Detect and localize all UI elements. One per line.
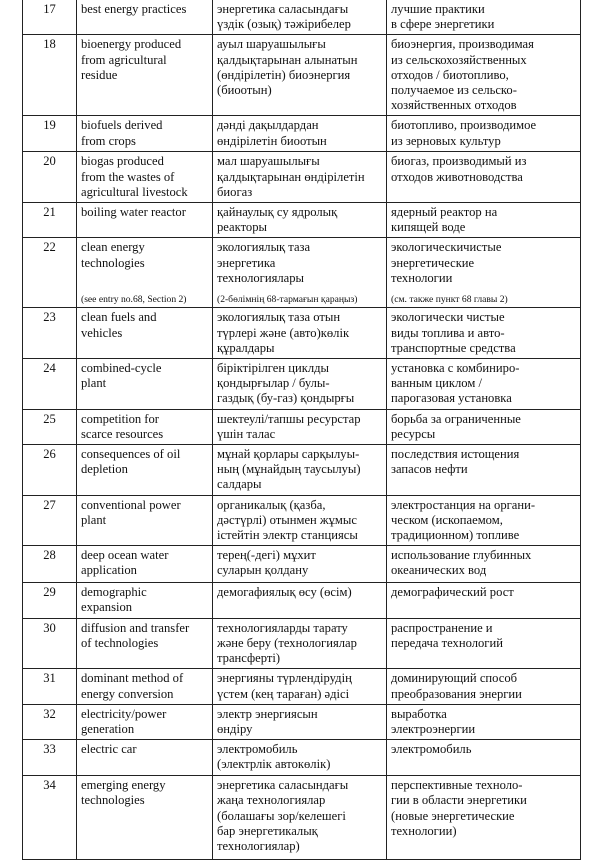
kk-line: өндіру xyxy=(217,721,253,736)
kk-line: технологиялары xyxy=(217,270,305,285)
kk-line: газдық (бу-газ) қондырғы xyxy=(217,391,355,406)
kazakh-term xyxy=(213,704,387,739)
kk-line: құралдары xyxy=(217,340,275,355)
russian-term xyxy=(387,669,581,704)
glossary-table xyxy=(22,0,581,860)
table-row xyxy=(23,359,581,410)
ru-line: энергетические xyxy=(391,255,475,270)
ru-line: ядерный реактор на xyxy=(391,205,498,220)
table-row xyxy=(23,152,581,203)
ru-line: получаемое из сельско- xyxy=(391,83,517,98)
ru-line: использование глубинных xyxy=(391,548,532,563)
ru-line: в сфере энергетики xyxy=(391,17,495,32)
en-line: residue xyxy=(81,67,118,82)
ru-line: хозяйственных отходов xyxy=(391,98,517,113)
kazakh-term xyxy=(213,546,387,583)
kazakh-term xyxy=(213,776,387,860)
en-line: bioenergy produced xyxy=(81,37,182,52)
table-row xyxy=(23,238,581,308)
en-line: demographic xyxy=(81,585,147,600)
en-line: diffusion and transfer xyxy=(81,620,190,635)
russian-term xyxy=(387,740,581,776)
en-line: from crops xyxy=(81,133,136,148)
kk-line: дәстүрлі) отынмен жұмыс xyxy=(217,512,357,527)
entry-number: 23 xyxy=(23,308,77,359)
en-line: biofuels derived xyxy=(81,118,163,133)
russian-term xyxy=(387,35,581,116)
english-term xyxy=(77,740,213,776)
ru-line: технологии xyxy=(391,270,453,285)
russian-term xyxy=(387,704,581,739)
kazakh-term xyxy=(213,583,387,618)
entry-number: 30 xyxy=(23,618,77,669)
ru-line: традиционном) топливе xyxy=(391,528,520,543)
english-term xyxy=(77,152,213,203)
kazakh-term xyxy=(213,409,387,444)
ru-line: океанических вод xyxy=(391,563,487,578)
russian-term xyxy=(387,116,581,152)
kk-line: (өндірілетін) биоэнергия xyxy=(217,67,351,82)
en-line: expansion xyxy=(81,600,133,615)
table-row xyxy=(23,776,581,860)
en-line: application xyxy=(81,563,137,578)
table-row xyxy=(23,583,581,618)
russian-term xyxy=(387,238,581,308)
kazakh-term xyxy=(213,152,387,203)
kk-line: қалдықтарынан өндірілетін xyxy=(217,169,365,184)
english-term xyxy=(77,704,213,739)
ru-line: запасов нефти xyxy=(391,462,468,477)
kazakh-term xyxy=(213,359,387,410)
ru-line: экологически чистые xyxy=(391,310,505,325)
kazakh-term xyxy=(213,203,387,238)
english-term xyxy=(77,35,213,116)
ru-line: перспективные техноло- xyxy=(391,778,523,793)
entry-number: 32 xyxy=(23,704,77,739)
ru-line: из зерновых культур xyxy=(391,133,501,148)
entry-number: 21 xyxy=(23,203,77,238)
ru-line: распространение и xyxy=(391,620,493,635)
kazakh-term xyxy=(213,116,387,152)
en-line: electric car xyxy=(81,742,137,757)
kazakh-term xyxy=(213,740,387,776)
russian-term xyxy=(387,546,581,583)
en-line: of technologies xyxy=(81,635,159,650)
english-term xyxy=(77,116,213,152)
kazakh-term xyxy=(213,35,387,116)
ru-line: электромобиль xyxy=(391,742,472,757)
kazakh-term xyxy=(213,618,387,669)
entry-number: 34 xyxy=(23,776,77,860)
kk-line: (биоотын) xyxy=(217,83,272,98)
en-line: depletion xyxy=(81,462,128,477)
en-line: boiling water reactor xyxy=(81,205,186,220)
en-line: generation xyxy=(81,721,135,736)
en-line: agricultural livestock xyxy=(81,184,188,199)
kk-line: үстем (кең тараған) әдісі xyxy=(217,686,350,701)
kk-line: (болашағы зор/келешегі xyxy=(217,808,346,823)
en-line: combined-cycle xyxy=(81,361,162,376)
en-line: from agricultural xyxy=(81,52,167,67)
russian-term xyxy=(387,0,581,35)
ru-line: биоэнергия, производимая xyxy=(391,37,534,52)
kk-line: ауыл шаруашылығы xyxy=(217,37,326,52)
english-term xyxy=(77,308,213,359)
glossary-table-body xyxy=(23,0,581,860)
ru-line: биотопливо, производимое xyxy=(391,118,537,133)
table-row xyxy=(23,704,581,739)
kazakh-term xyxy=(213,445,387,496)
ru-line: отходов / биотопливо, xyxy=(391,67,509,82)
english-term xyxy=(77,0,213,35)
en-line: technologies xyxy=(81,255,145,270)
ru-line: гии в области энергетики xyxy=(391,793,527,808)
kk-line: қайнаулық су ядролық xyxy=(217,205,338,220)
russian-term xyxy=(387,495,581,546)
ru-line: борьба за ограниченные xyxy=(391,411,521,426)
kazakh-term xyxy=(213,495,387,546)
kazakh-term xyxy=(213,669,387,704)
entry-number: 24 xyxy=(23,359,77,410)
entry-number: 29 xyxy=(23,583,77,618)
kk-line: қалдықтарынан алынатын xyxy=(217,52,358,67)
ru-line: отходов животноводства xyxy=(391,169,523,184)
kk-line: трансферті) xyxy=(217,651,281,666)
en-line: clean energy xyxy=(81,240,145,255)
en-line: conventional power xyxy=(81,497,181,512)
ru-line: виды топлива и авто- xyxy=(391,325,505,340)
table-row xyxy=(23,116,581,152)
ru-line: из сельскохозяйственных xyxy=(391,52,527,67)
en-line: deep ocean water xyxy=(81,548,169,563)
en-line: scarce resources xyxy=(81,426,164,441)
table-row xyxy=(23,409,581,444)
ru-line: технологии) xyxy=(391,823,457,838)
kk-line: демогафиялық өсу (өсім) xyxy=(217,585,352,600)
en-line: consequences of oil xyxy=(81,447,181,462)
ru-line: (новые энергетические xyxy=(391,808,515,823)
kk-line: түрлері және (авто)көлік xyxy=(217,325,350,340)
en-line: biogas produced xyxy=(81,154,164,169)
table-row xyxy=(23,308,581,359)
table-row xyxy=(23,618,581,669)
table-row xyxy=(23,203,581,238)
russian-term xyxy=(387,409,581,444)
kk-line: реакторы xyxy=(217,220,267,235)
kk-line: электр энергиясын xyxy=(217,706,318,721)
kk-line: энергияны түрлендірудің xyxy=(217,671,352,686)
en-line: energy conversion xyxy=(81,686,174,701)
english-term xyxy=(77,203,213,238)
kk-line: өндірілетін биоотын xyxy=(217,133,327,148)
ru-line: парогазовая установка xyxy=(391,391,512,406)
kk-line: шектеулі/тапшы ресурстар xyxy=(217,411,361,426)
entry-number: 17 xyxy=(23,0,77,35)
kazakh-term xyxy=(213,238,387,308)
ru_note-cross-reference: (см. также пункт 68 главы 2) xyxy=(391,294,508,306)
kk-line: істейтін электр станциясы xyxy=(217,528,358,543)
kazakh-term xyxy=(213,308,387,359)
kk-line: үшін талас xyxy=(217,426,276,441)
ru-line: электростанция на органи- xyxy=(391,497,536,512)
kazakh-term xyxy=(213,0,387,35)
kk-line: энергетика саласындағы xyxy=(217,778,349,793)
entry-number: 33 xyxy=(23,740,77,776)
entry-number: 18 xyxy=(23,35,77,116)
ru-line: демографический рост xyxy=(391,585,514,600)
en-line: clean fuels and xyxy=(81,310,157,325)
ru-line: передача технологий xyxy=(391,635,503,650)
entry-number: 28 xyxy=(23,546,77,583)
kk-line: мұнай қорлары сарқылуы- xyxy=(217,447,360,462)
entry-number: 25 xyxy=(23,409,77,444)
kk-line: жаңа технологиялар xyxy=(217,793,326,808)
table-row xyxy=(23,0,581,35)
entry-number: 22 xyxy=(23,238,77,308)
russian-term xyxy=(387,152,581,203)
kk-line: электромобиль xyxy=(217,742,298,757)
english-term xyxy=(77,409,213,444)
ru-line: преобразования энергии xyxy=(391,686,522,701)
table-row xyxy=(23,546,581,583)
ru-line: экологическичистые xyxy=(391,240,502,255)
russian-term xyxy=(387,308,581,359)
en-line: electricity/power xyxy=(81,706,167,721)
ru-line: биогаз, производимый из xyxy=(391,154,527,169)
english-term xyxy=(77,546,213,583)
kk-line: энергетика xyxy=(217,255,276,270)
kk-line: ның (мұнайдың таусылуы) xyxy=(217,462,361,477)
kk-line: біріктірілген циклды xyxy=(217,361,329,376)
kk-line: экологиялық таза xyxy=(217,240,311,255)
kk_note-cross-reference: (2-бөлімнің 68-тармағын қараңыз) xyxy=(217,294,358,306)
ru-line: доминирующий способ xyxy=(391,671,518,686)
kk-line: салдары xyxy=(217,477,262,492)
table-row xyxy=(23,495,581,546)
kk-line: биогаз xyxy=(217,184,253,199)
kk-line: мал шаруашылығы xyxy=(217,154,320,169)
russian-term xyxy=(387,203,581,238)
kk-line: бар энергетикалық xyxy=(217,823,318,838)
kk-line: органикалық (қазба, xyxy=(217,497,326,512)
kk-line: қондырғылар / булы- xyxy=(217,376,330,391)
table-row xyxy=(23,669,581,704)
en-line: vehicles xyxy=(81,325,123,340)
ru-line: установка с комбиниро- xyxy=(391,361,520,376)
kk-line: суларын қолдану xyxy=(217,563,309,578)
ru-line: транспортные средства xyxy=(391,340,516,355)
kk-line: үздік (озық) тәжірибелер xyxy=(217,17,351,32)
ru-line: лучшие практики xyxy=(391,2,485,16)
ru-line: ческом (ископаемом, xyxy=(391,512,503,527)
ru-line: ванным циклом / xyxy=(391,376,482,391)
english-term xyxy=(77,495,213,546)
en_note-cross-reference: (see entry no.68, Section 2) xyxy=(81,293,187,305)
en-line: plant xyxy=(81,512,107,527)
kk-line: экологиялық таза отын xyxy=(217,310,341,325)
ru-line: кипящей воде xyxy=(391,220,466,235)
russian-term xyxy=(387,359,581,410)
table-row xyxy=(23,740,581,776)
russian-term xyxy=(387,618,581,669)
en-line: from the wastes of xyxy=(81,169,175,184)
kk-line: (электрлік автокөлік) xyxy=(217,757,331,772)
ru-line: электроэнергии xyxy=(391,721,476,736)
kk-line: энергетика саласындағы xyxy=(217,2,349,16)
kk-line: технологияларды тарату xyxy=(217,620,348,635)
english-term xyxy=(77,583,213,618)
en-line: technologies xyxy=(81,793,145,808)
entry-number: 31 xyxy=(23,669,77,704)
en-line: best energy practices xyxy=(81,2,187,16)
english-term xyxy=(77,618,213,669)
english-term xyxy=(77,669,213,704)
ru-line: последствия истощения xyxy=(391,447,520,462)
en-line: plant xyxy=(81,376,107,391)
english-term xyxy=(77,359,213,410)
russian-term xyxy=(387,583,581,618)
entry-number: 19 xyxy=(23,116,77,152)
russian-term xyxy=(387,776,581,860)
table-row xyxy=(23,445,581,496)
kk-line: дәнді дақылдардан xyxy=(217,118,319,133)
kk-line: технологиялар) xyxy=(217,838,300,853)
ru-line: ресурсы xyxy=(391,426,436,441)
table-row xyxy=(23,35,581,116)
en-line: competition for xyxy=(81,411,159,426)
english-term xyxy=(77,776,213,860)
english-term xyxy=(77,445,213,496)
en-line: emerging energy xyxy=(81,778,166,793)
entry-number: 27 xyxy=(23,495,77,546)
kk-line: терең(-дегі) мұхит xyxy=(217,548,316,563)
entry-number: 26 xyxy=(23,445,77,496)
kk-line: және беру (технологиялар xyxy=(217,635,357,650)
english-term xyxy=(77,238,213,308)
ru-line: выработка xyxy=(391,706,447,721)
entry-number: 20 xyxy=(23,152,77,203)
en-line: dominant method of xyxy=(81,671,184,686)
russian-term xyxy=(387,445,581,496)
